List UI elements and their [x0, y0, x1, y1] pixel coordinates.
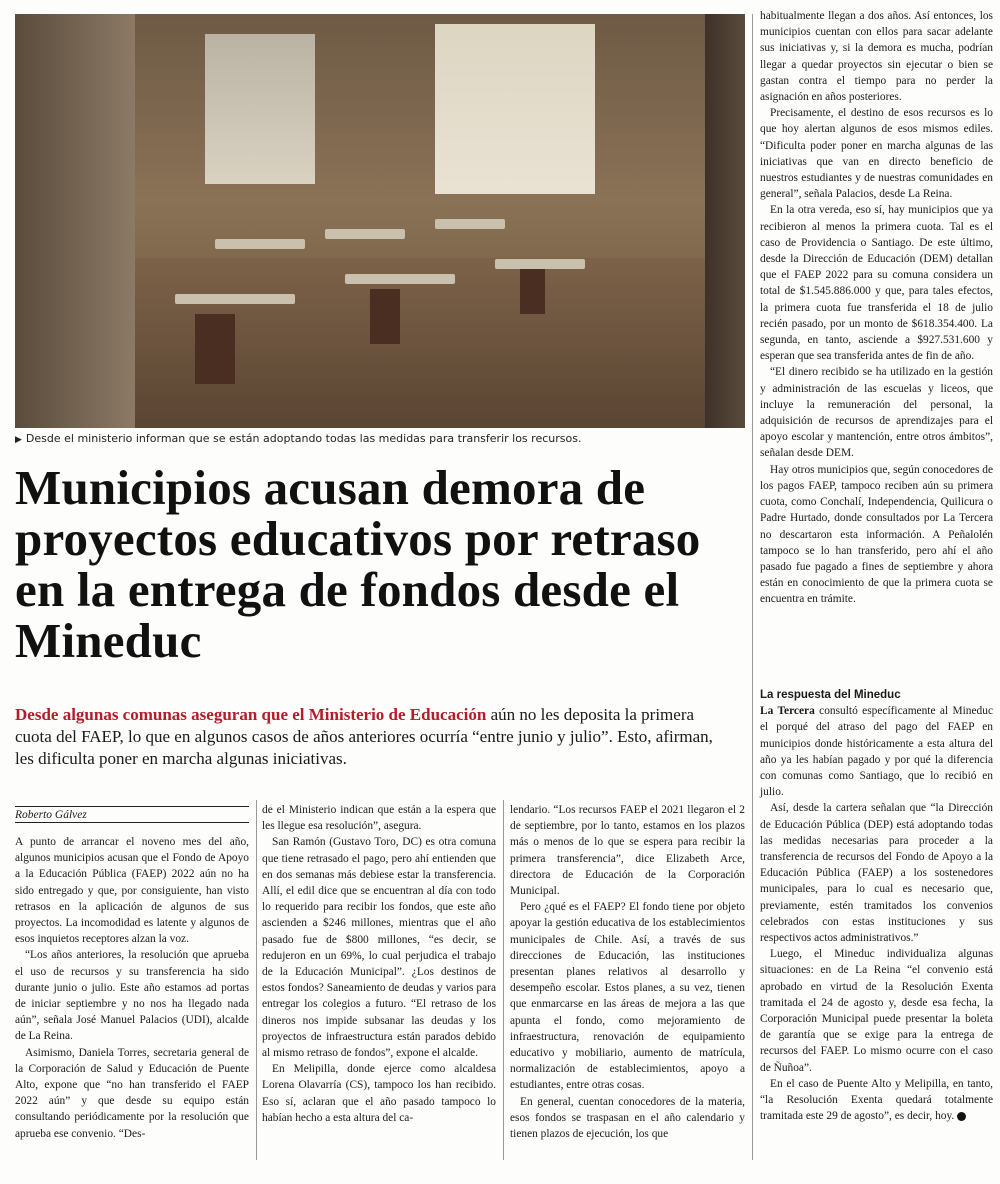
column-3 [510, 802, 745, 1142]
photo-chair [520, 269, 545, 314]
paragraph: Asimismo, Daniela Torres, secretaria general de la Corporación de Salud y Educación de Puente Alto, expone que “no han transferido el FAEP 2022 aún” y que desde su equipo están consultando periódicamente por la resolución que aprueba ese convenio. “Des- [15, 1046, 249, 1140]
article-photo [15, 14, 745, 428]
end-of-article-icon [957, 1112, 966, 1121]
section-subheading: La respuesta del Mineduc [760, 689, 901, 701]
lead-paragraph [15, 704, 735, 770]
photo-desk [345, 274, 455, 284]
headline: Municipios acusan demora de proyectos educativos por retraso en la entrega de fondos desde el Mineduc [15, 460, 701, 668]
paragraph: de el Ministerio indican que están a la espera que les llegue esa resolución”, asegura. [262, 804, 496, 833]
lead-rest: aún no les deposita la primera cuota del FAEP, lo que en algunos casos de años anteriores ocurría “entre junio y julio”. Esto, afirman, les dificulta poner en marcha algunas iniciativas. [15, 705, 713, 768]
photo-desk [495, 259, 585, 269]
column-divider [256, 800, 257, 1160]
paragraph: Pero ¿qué es el FAEP? El fondo tiene por objeto apoyar la gestión educativa de los establecimientos municipales de Chile. Así, a través de sus direcciones de Educación, las instituciones presentan planes relativos al desarrollo y desempeño escolar. Estos planes, a su vez, tienen que enmarcarse en las áreas de mejora a las que apunta el fondo, como mejoramiento de infraestructura, renovación de equipamiento educativo y mobiliario, aumento de matrícula, normalización de establecimientos, apoyo a estudiantes, entre otras cosas. [510, 901, 745, 1092]
lead-highlight: Desde algunas comunas aseguran que el Ministerio de Educación [15, 705, 487, 724]
photo-window-left [205, 34, 315, 184]
photo-desk [215, 239, 305, 249]
column-2 [262, 802, 496, 1126]
newspaper-name: La Tercera [760, 705, 815, 718]
photo-window-right [435, 24, 595, 194]
paragraph: “Los años anteriores, la resolución que aprueba el uso de recursos y su transferencia ha sido durante junio o julio. Este año estamos ad portas de iniciar septiembre y no nos ha llegado nada aún”, señala José Manuel Palacios (UDI), alcalde de La Reina. [15, 949, 249, 1043]
paragraph: En el caso de Puente Alto y Melipilla, en tanto, “la Resolución Exenta quedará totalmente tramitada este 29 de agosto”, es decir, hoy. [760, 1077, 993, 1123]
paragraph: San Ramón (Gustavo Toro, DC) es otra comuna que tiene retrasado el pago, pero ahí entienden que en dos semanas más debiese estar la transferencia. Allí, el edil dice que se encuentran al día con todo lo requerido para recibir los fondos, que este año ascienden a $246 millones, mientras que el año pasado fue de $800 millones, “es decir, se redujeron en un 69%, lo cual perjudica el trabajo de la Educación Municipal”. ¿Los destinos de estos fondos? Saneamiento de deudas y varios para entregar los colegios a futuro. “El retraso de los dineros nos impide subsanar las deudas y los proyectos de infraestructura están parados debido al mismo retraso de fondos”, expone el alcalde. [262, 836, 496, 1060]
column-4-top [760, 8, 993, 608]
byline: Roberto Gálvez [15, 806, 249, 823]
paragraph: Luego, el Mineduc individualiza algunas situaciones: en de La Reina “el convenio está aprobado en virtud de la Resolución Exenta tramitada el 24 de agosto y, desde esa fecha, la Corporación Municipal puede presentar la boleta de garantía que se exige para la entrega de recursos del FAEP. Lo mismo ocurre con el caso de Ñuñoa”. [760, 948, 993, 1074]
paragraph: La Tercera consultó específicamente al Mineduc el porqué del atraso del pago del FAEP en municipios donde históricamente a esta altura del año ya les habían pagado y por qué la diferencia con comunas como Santiago, que lo recibió en julio. [760, 705, 993, 799]
caption-triangle-icon: ▶ [15, 435, 22, 445]
photo-door-frame-left [15, 14, 135, 428]
paragraph: En la otra vereda, eso sí, hay municipios que ya recibieron al menos la primera cuota. Tal es el caso de Providencia o Santiago. De este último, desde la Dirección de Educación (DEM) detallan que el FAEP 2022 para su comuna considera un total de $1.545.886.000 y que, para tales efectos, la primera cuota fue transferida el 18 de julio recién pasado, por un monto de $618.354.400. La segunda, en tanto, asciende a $927.531.600 y esperan que sea transferida antes de fin de año. [760, 204, 993, 363]
paragraph: Así, desde la cartera señalan que “la Dirección de Educación Pública (DEP) está adoptando todas las medidas necesarias para proceder a la transferencia de recursos del Fondo de Apoyo a la Educación Pública (FAEP) a los sostenedores municipales, para lo cual es necesario que, previamente, estén tramitados los convenios celebrados con estas instituciones y sus respectivos actos administrativos.” [760, 802, 993, 945]
paragraph: Hay otros municipios que, según conocedores de los pagos FAEP, tampoco reciben aún su primera cuota, como Conchalí, Independencia, Quilicura o Padre Hurtado, donde consultados por La Tercera no descartaron esta información. A Peñalolén tampoco se lo han transferido, pero ahí el año pasado fue pagado a fines de septiembre y ahora están en conocimiento de que la primera cuota se encuentra en trámite. [760, 463, 994, 606]
paragraph: A punto de arrancar el noveno mes del año, algunos municipios acusan que el Fondo de Apoyo a la Educación Pública (FAEP) 2022 aún no ha sido entregado y que, por consiguiente, han visto retrasos en la aplicación de algunos de sus proyectos. La incomodidad es latente y algunos de esos inquietos receptores alzan la voz. [15, 836, 249, 946]
photo-chair [370, 289, 400, 344]
photo-desk [175, 294, 295, 304]
photo-door-frame-right [705, 14, 745, 428]
paragraph: “El dinero recibido se ha utilizado en la gestión y administración de las escuelas y liceos, que incluye la remuneración del personal, la adquisición de recursos de aprendizajes para el apoyo escolar y mantención, entre otros ámbitos”, señalan desde DEM. [760, 366, 993, 460]
photo-chair [195, 314, 235, 384]
paragraph: En Melipilla, donde ejerce como alcaldesa Lorena Olavarría (CS), tampoco los han recibido. Eso sí, aclaran que el año pasado tampoco lo habían hecho a esta altura del ca- [262, 1063, 496, 1124]
paragraph: lendario. “Los recursos FAEP el 2021 llegaron el 2 de septiembre, por lo tanto, estamos en los plazos más o menos de lo que se espera para recibir la primera transferencia”, dice Elizabeth Arce, directora de Educación de la Corporación Municipal. [510, 804, 745, 898]
paragraph: Precisamente, el destino de esos recursos es lo que hoy alertan algunos de esos mismos ediles. “Dificulta poder poner en marcha algunas de las iniciativas que van en directo beneficio de nuestros estudiantes y de nuestras comunidades en general”, señala Palacios, desde La Reina. [760, 107, 993, 201]
paragraph: En general, cuentan conocedores de la materia, esos fondos se traspasan en el año calendario y tienen plazos de ejecución, los que [510, 1095, 745, 1141]
photo-desk [325, 229, 405, 239]
column-1 [15, 834, 249, 1142]
photo-caption: ▶ Desde el ministerio informan que se están adoptando todas las medidas para transferir los recursos. [15, 432, 582, 445]
column-divider [503, 800, 504, 1160]
photo-desk [435, 219, 505, 229]
column-divider [752, 14, 753, 1160]
paragraph: habitualmente llegan a dos años. Así entonces, los municipios cuentan con ellos para sacar adelante sus iniciativas y, si la demora es mucha, podrían llegar a quedar proyectos sin ejecutar o bien se gastan contra el tiempo para no perder la asignación en años posteriores. [760, 10, 993, 104]
column-4-bottom [760, 687, 993, 1124]
